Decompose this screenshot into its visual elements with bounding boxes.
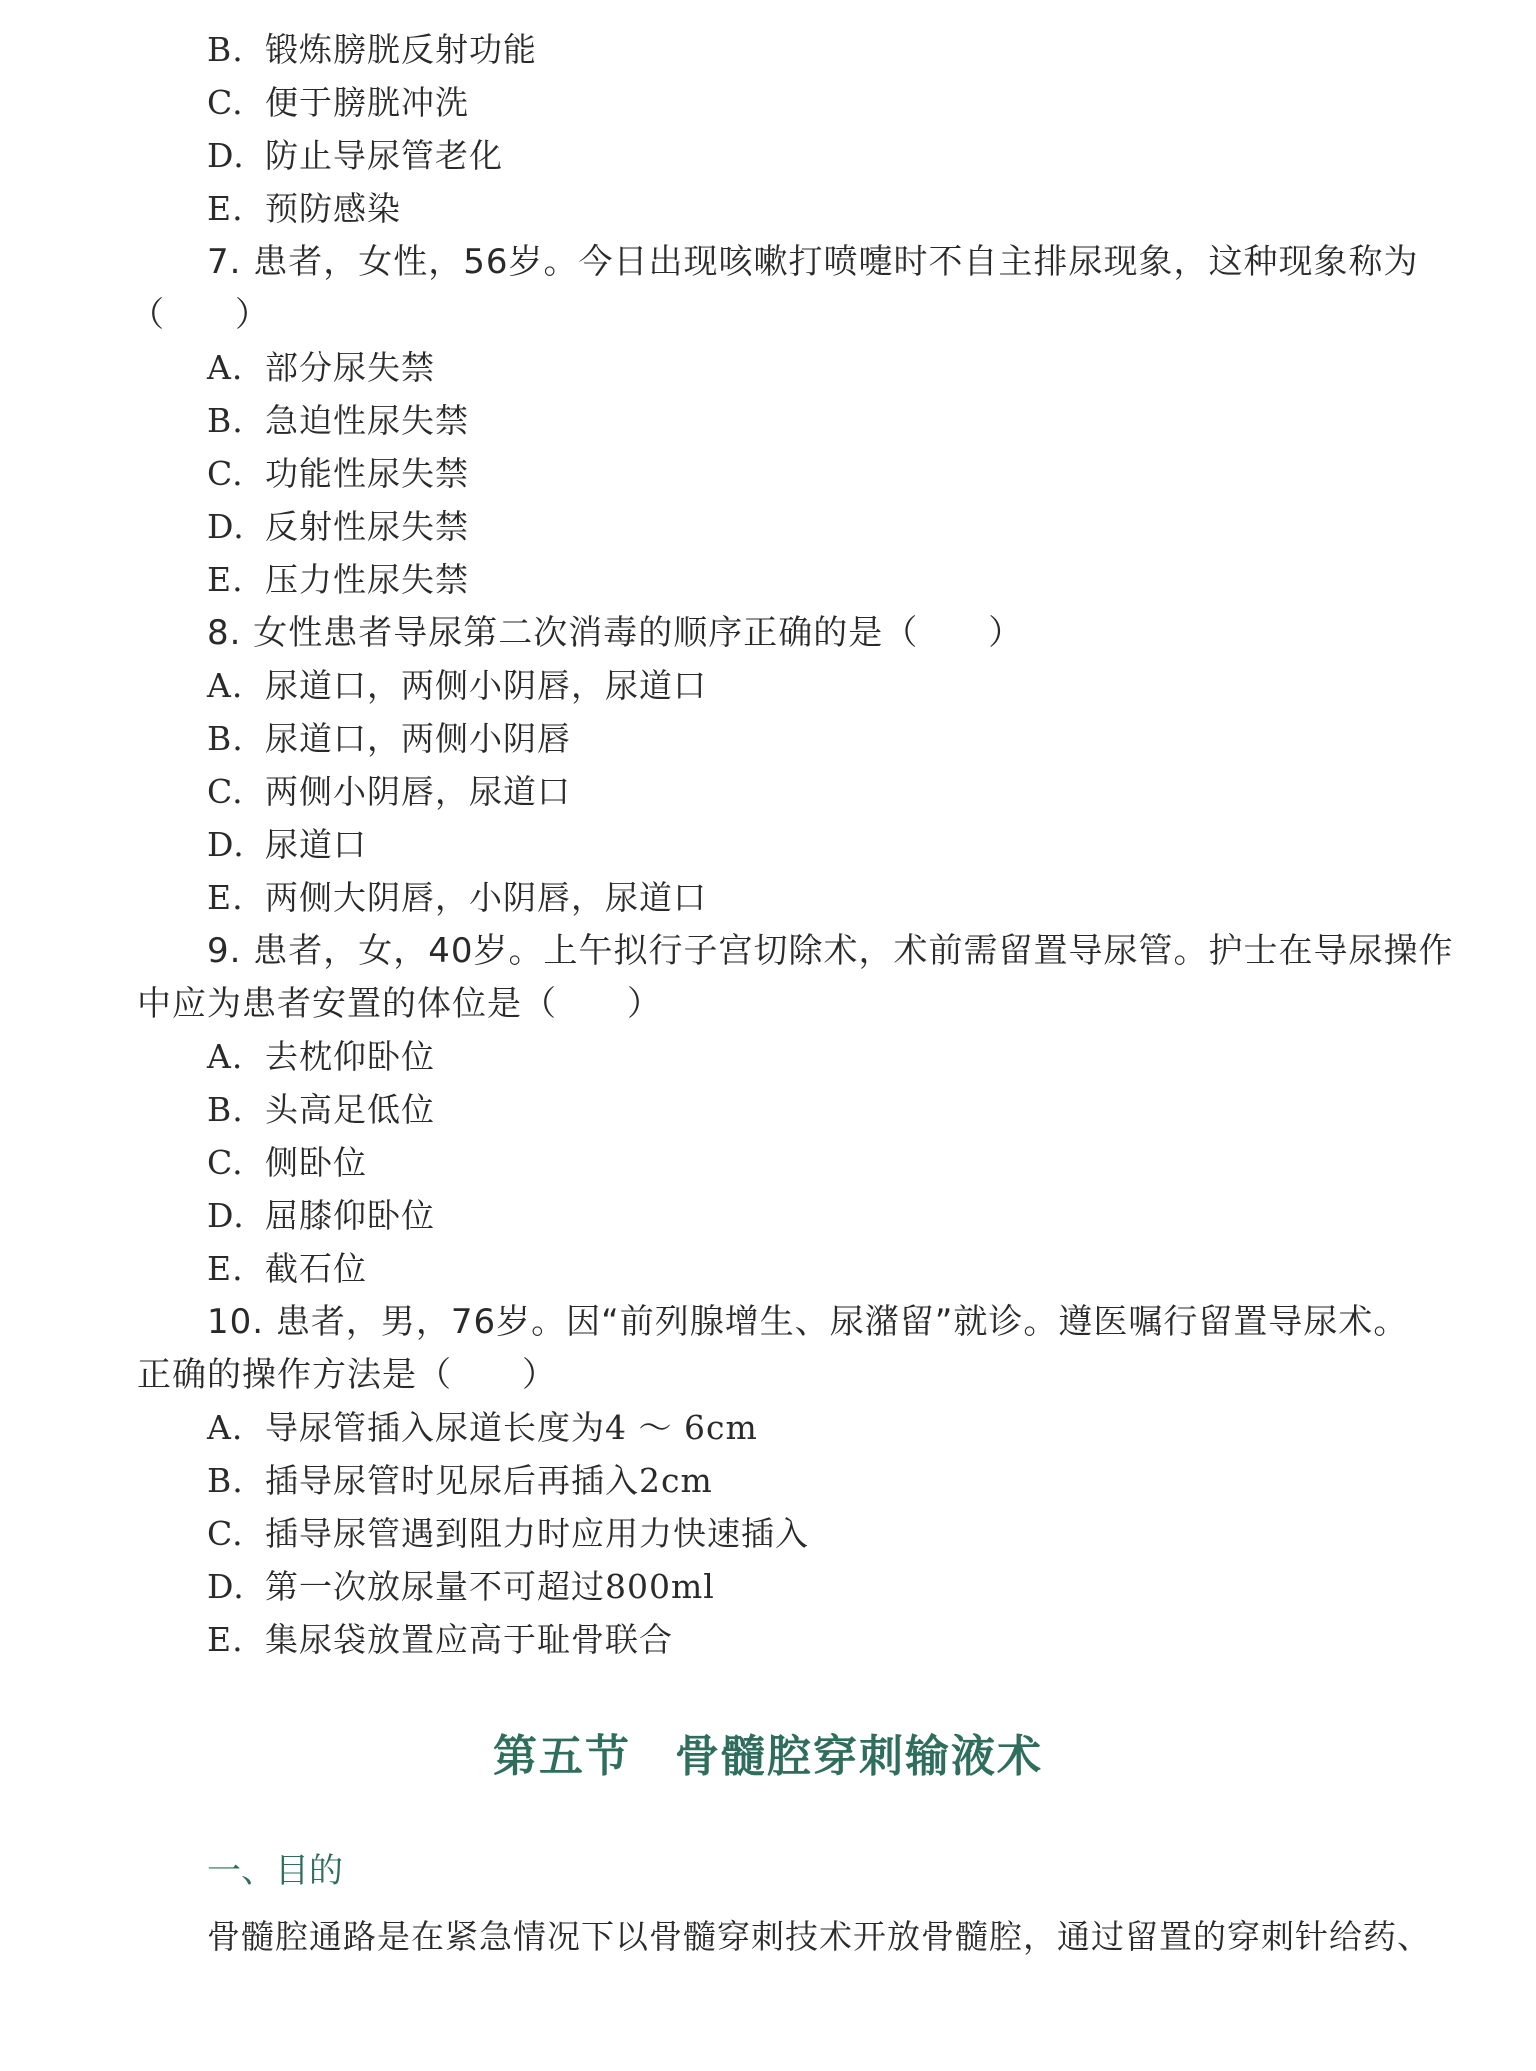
q7-option-d bbox=[207, 507, 469, 547]
option-letter: D. bbox=[207, 825, 245, 864]
option-letter: B. bbox=[207, 1461, 244, 1500]
q9-option-b bbox=[207, 1090, 435, 1130]
option-text: 集尿袋放置应高于耻骨联合 bbox=[265, 1620, 673, 1659]
option-letter: D. bbox=[207, 507, 245, 546]
q9-option-a bbox=[207, 1037, 435, 1077]
option-letter: E. bbox=[207, 1249, 244, 1288]
option-letter: A. bbox=[207, 348, 244, 387]
q9-stem-line1: 9. 患者，女，40岁。上午拟行子宫切除术，术前需留置导尿管。护士在导尿操作 bbox=[207, 931, 1454, 971]
q7-option-a bbox=[207, 348, 435, 388]
subheading-purpose: 一、目的 bbox=[207, 1851, 343, 1891]
option-letter: B. bbox=[207, 1090, 244, 1129]
q10-option-e bbox=[207, 1620, 673, 1660]
option-letter: A. bbox=[207, 1037, 244, 1076]
option-letter: E. bbox=[207, 189, 244, 228]
q7-option-e bbox=[207, 560, 469, 600]
section-name: 骨髓腔穿刺输液术 bbox=[675, 1731, 1043, 1782]
q9-option-e bbox=[207, 1249, 367, 1289]
q10-option-c bbox=[207, 1514, 809, 1554]
q8-option-e bbox=[207, 878, 707, 918]
option-text: 部分尿失禁 bbox=[265, 348, 435, 387]
option-text: 侧卧位 bbox=[265, 1143, 367, 1182]
option-text: 反射性尿失禁 bbox=[265, 507, 469, 546]
option-letter: B. bbox=[207, 30, 244, 69]
option-text: 插导尿管时见尿后再插入2cm bbox=[265, 1461, 713, 1500]
q8-option-c bbox=[207, 772, 571, 812]
option-text: 导尿管插入尿道长度为4 ～ 6cm bbox=[265, 1408, 758, 1447]
q7-stem-line1: 7. 患者，女性，56岁。今日出现咳嗽打喷嚏时不自主排尿现象，这种现象称为 bbox=[207, 242, 1419, 282]
q9-stem-line2: 中应为患者安置的体位是（ ） bbox=[137, 984, 662, 1024]
option-text: 两侧小阴唇，尿道口 bbox=[265, 772, 571, 811]
option-letter: D. bbox=[207, 136, 245, 175]
option-letter: C. bbox=[207, 454, 244, 493]
option-text: 截石位 bbox=[265, 1249, 367, 1288]
q8-option-b bbox=[207, 719, 571, 759]
option-letter: D. bbox=[207, 1196, 245, 1235]
option-letter: E. bbox=[207, 1620, 244, 1659]
option-letter: B. bbox=[207, 719, 244, 758]
q10-option-b bbox=[207, 1461, 713, 1501]
option-text: 锻炼膀胱反射功能 bbox=[265, 30, 537, 69]
option-text: 尿道口 bbox=[265, 825, 367, 864]
option-text: 预防感染 bbox=[265, 189, 401, 228]
option-letter: C. bbox=[207, 83, 244, 122]
option-letter: C. bbox=[207, 1143, 244, 1182]
option-text: 压力性尿失禁 bbox=[265, 560, 469, 599]
section-number: 第五节 bbox=[493, 1731, 631, 1782]
option-text: 头高足低位 bbox=[265, 1090, 435, 1129]
q10-option-d bbox=[207, 1567, 715, 1607]
q6-option-b bbox=[207, 30, 537, 70]
option-letter: C. bbox=[207, 1514, 244, 1553]
q8-option-a bbox=[207, 666, 707, 706]
q10-option-a bbox=[207, 1408, 758, 1448]
q7-stem-line2: （ ） bbox=[130, 295, 270, 335]
option-text: 便于膀胱冲洗 bbox=[265, 83, 469, 122]
body-paragraph: 骨髓腔通路是在紧急情况下以骨髓穿刺技术开放骨髓腔，通过留置的穿刺针给药、 bbox=[207, 1917, 1431, 1956]
option-letter: E. bbox=[207, 560, 244, 599]
option-text: 尿道口，两侧小阴唇，尿道口 bbox=[265, 666, 707, 705]
option-letter: B. bbox=[207, 401, 244, 440]
q7-option-c bbox=[207, 454, 469, 494]
option-text: 尿道口，两侧小阴唇 bbox=[265, 719, 571, 758]
q6-option-d bbox=[207, 136, 503, 176]
option-text: 去枕仰卧位 bbox=[265, 1037, 435, 1076]
option-text: 两侧大阴唇，小阴唇，尿道口 bbox=[265, 878, 707, 917]
q6-option-e bbox=[207, 189, 401, 229]
option-letter: C. bbox=[207, 772, 244, 811]
option-text: 第一次放尿量不可超过800ml bbox=[265, 1567, 715, 1606]
option-text: 功能性尿失禁 bbox=[265, 454, 469, 493]
section-title bbox=[0, 1730, 1536, 1784]
option-letter: E. bbox=[207, 878, 244, 917]
q8-option-d bbox=[207, 825, 367, 865]
option-text: 屈膝仰卧位 bbox=[265, 1196, 435, 1235]
q9-option-d bbox=[207, 1196, 435, 1236]
q8-stem-line1: 8. 女性患者导尿第二次消毒的顺序正确的是（ ） bbox=[207, 613, 1024, 653]
option-text: 插导尿管遇到阻力时应用力快速插入 bbox=[265, 1514, 809, 1553]
option-letter: A. bbox=[207, 1408, 244, 1447]
q10-stem-line2: 正确的操作方法是（ ） bbox=[137, 1355, 557, 1395]
option-text: 急迫性尿失禁 bbox=[265, 401, 469, 440]
option-letter: D. bbox=[207, 1567, 245, 1606]
option-letter: A. bbox=[207, 666, 244, 705]
q9-option-c bbox=[207, 1143, 367, 1183]
option-text: 防止导尿管老化 bbox=[265, 136, 503, 175]
q6-option-c bbox=[207, 83, 469, 123]
q7-option-b bbox=[207, 401, 469, 441]
q10-stem-line1: 10. 患者，男，76岁。因“前列腺增生、尿潴留”就诊。遵医嘱行留置导尿术。 bbox=[207, 1302, 1409, 1342]
